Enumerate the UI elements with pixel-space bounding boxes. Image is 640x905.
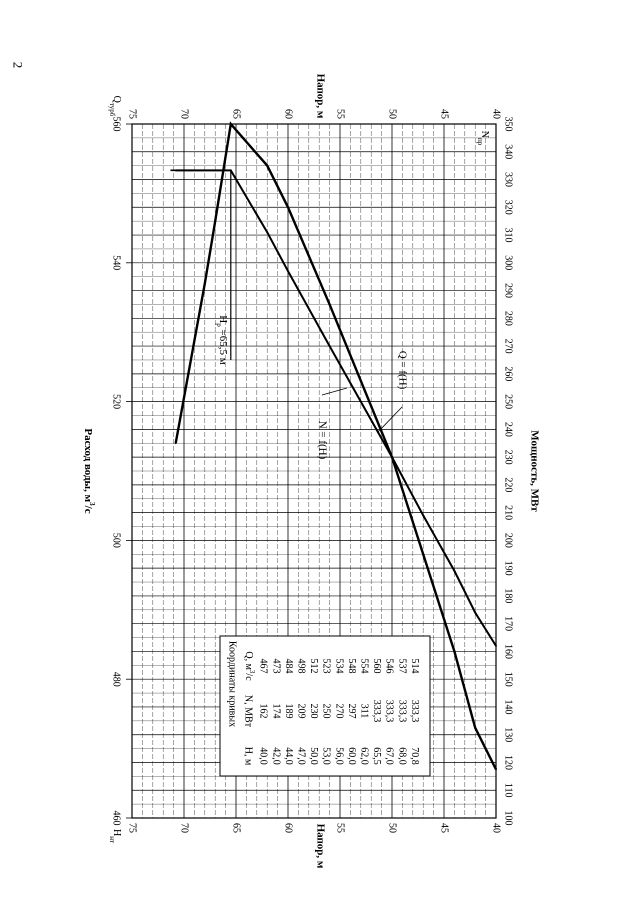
table-cell-flow: 514 [408, 658, 420, 674]
design-head-label: $H_р =65,5$ м [215, 315, 230, 365]
power-tick: 200 [502, 532, 514, 548]
table-header-power: N, МВт [242, 694, 254, 728]
point-flow [360, 380, 362, 382]
power-tick: 310 [502, 227, 514, 243]
power-tick: 160 [502, 643, 514, 659]
power-tick: 320 [502, 199, 514, 215]
flow-axis-title: Расход воды, $м^3/с$ [82, 428, 97, 514]
head-tick-bottom: 45 [438, 823, 450, 833]
point-power [287, 270, 289, 272]
table-cell-power: 162 [257, 703, 269, 719]
head-tick-bottom: 60 [282, 823, 294, 833]
power-tick: 260 [502, 366, 514, 382]
power-tick: 170 [502, 616, 514, 632]
table-cell-head: 50,0 [308, 747, 320, 765]
power-tick: 190 [502, 560, 514, 576]
point-flow [329, 304, 331, 306]
point-flow [422, 553, 424, 555]
head-tick-bottom: 50 [386, 823, 398, 833]
head-tick-top: 75 [126, 109, 138, 119]
power-tick: 210 [502, 505, 514, 521]
table-cell-flow: 512 [308, 658, 320, 674]
table-cell-power: 174 [270, 703, 282, 719]
table-cell-head: 60,0 [345, 747, 357, 765]
point-power [495, 645, 497, 647]
point-power [329, 345, 331, 347]
point-power [422, 515, 424, 517]
table-cell-power: 270 [333, 703, 345, 719]
table-cell-flow: 537 [396, 658, 408, 674]
head-tick-top: 60 [282, 109, 294, 119]
table-title: Координаты кривых [226, 640, 238, 728]
point-power [266, 231, 268, 233]
table-cell-power: 209 [295, 703, 307, 719]
flow-tick: 500 [110, 532, 122, 548]
power-tick: 290 [502, 283, 514, 299]
table-cell-power: 333,3 [408, 699, 420, 723]
point-flow [454, 651, 456, 653]
table-cell-flow: 498 [295, 658, 307, 674]
table-cell-power: 333,3 [371, 699, 383, 723]
power-tick: 350 [502, 116, 514, 132]
series-label-flow: Q = f(H) [396, 350, 409, 390]
table-cell-head: 40,0 [257, 747, 269, 765]
head-tick-bottom: 70 [178, 823, 190, 833]
leader-power [322, 388, 347, 395]
point-power [474, 612, 476, 614]
table-cell-head: 47,0 [295, 747, 307, 765]
table-cell-flow: 554 [358, 658, 370, 674]
power-tick: 140 [502, 699, 514, 715]
head-tick-top: 40 [490, 109, 502, 119]
power-tick: 110 [502, 782, 514, 798]
head-axis-title-bottom: Напор, м [314, 823, 327, 869]
table-cell-head: 42,0 [270, 747, 282, 765]
point-flow [266, 165, 268, 167]
table-cell-flow: 467 [257, 658, 269, 674]
power-tick: 150 [502, 671, 514, 687]
power-tick: 340 [502, 144, 514, 160]
series-line-power [176, 170, 496, 646]
point-flow [391, 456, 393, 458]
head-tick-top: 70 [178, 109, 190, 119]
table-cell-head: 44,0 [282, 747, 294, 765]
table-cell-flow: 546 [383, 658, 395, 674]
point-power [360, 401, 362, 403]
page-number: 2 [10, 61, 26, 69]
table-cell-head: 65,5 [371, 747, 383, 765]
point-power [454, 570, 456, 572]
table-cell-flow: 523 [320, 658, 332, 674]
head-tick-top: 50 [386, 109, 398, 119]
head-tick-top: 65 [230, 109, 242, 119]
head-tick-bottom: 40 [490, 823, 502, 833]
flow-tick: 480 [110, 671, 122, 687]
table-cell-flow: 534 [333, 658, 345, 674]
power-tick: 130 [502, 727, 514, 743]
table-cell-flow: 473 [270, 658, 282, 674]
table-header-flow: Q, $м^3/с$ [242, 651, 257, 681]
table-cell-head: 56,0 [333, 747, 345, 765]
head-tick-bottom: 65 [230, 823, 242, 833]
point-flow [474, 727, 476, 729]
point-flow [204, 283, 206, 285]
table-cell-power: 189 [282, 703, 294, 719]
point-flow [214, 220, 216, 222]
power-tick: 100 [502, 810, 514, 826]
flow-tick: 560 [110, 116, 122, 132]
flow-corner-label: $Q_{турб}$ [108, 95, 122, 117]
table-cell-head: 68,0 [396, 747, 408, 765]
power-tick: 180 [502, 588, 514, 604]
head-tick-top: 45 [438, 109, 450, 119]
head-tick-bottom: 55 [334, 823, 346, 833]
table-cell-power: 333,3 [383, 699, 395, 723]
power-tick: 220 [502, 477, 514, 493]
head-tick-top: 55 [334, 109, 346, 119]
head-corner-label: $H_{нт}$ [108, 828, 122, 844]
point-flow [495, 769, 497, 771]
point-flow [230, 123, 232, 125]
point-flow [287, 206, 289, 208]
power-tick: 120 [502, 754, 514, 770]
power-tick: 240 [502, 421, 514, 437]
flow-tick: 520 [110, 394, 122, 410]
table-cell-head: 53,0 [320, 747, 332, 765]
table-cell-head: 67,0 [383, 747, 395, 765]
flow-tick: 460 [110, 810, 122, 826]
point-flow [175, 442, 177, 444]
table-cell-power: 250 [320, 703, 332, 719]
table-cell-head: 62,0 [358, 747, 370, 765]
table-cell-flow: 560 [371, 658, 383, 674]
table-header-head: H, м [242, 746, 254, 766]
table-cell-flow: 484 [282, 658, 294, 674]
power-corner-label: $N_{пр}$ [476, 130, 490, 146]
power-tick: 280 [502, 310, 514, 326]
power-tick: 250 [502, 394, 514, 410]
flow-tick: 540 [110, 255, 122, 271]
table-cell-head: 70,8 [408, 747, 420, 765]
table-cell-power: 333,3 [396, 699, 408, 723]
power-tick: 300 [502, 255, 514, 271]
power-tick: 330 [502, 172, 514, 188]
table-cell-power: 311 [358, 703, 370, 719]
power-axis-title: Мощность, МВт [528, 430, 541, 512]
table-cell-flow: 548 [345, 658, 357, 674]
power-tick: 270 [502, 338, 514, 354]
table-cell-power: 230 [308, 703, 320, 719]
table-cell-power: 297 [345, 703, 357, 719]
head-axis-title-top: Напор, м [314, 73, 327, 119]
series-label-power: N = f(H) [316, 420, 329, 460]
head-tick-bottom: 75 [126, 823, 138, 833]
power-tick: 230 [502, 449, 514, 465]
